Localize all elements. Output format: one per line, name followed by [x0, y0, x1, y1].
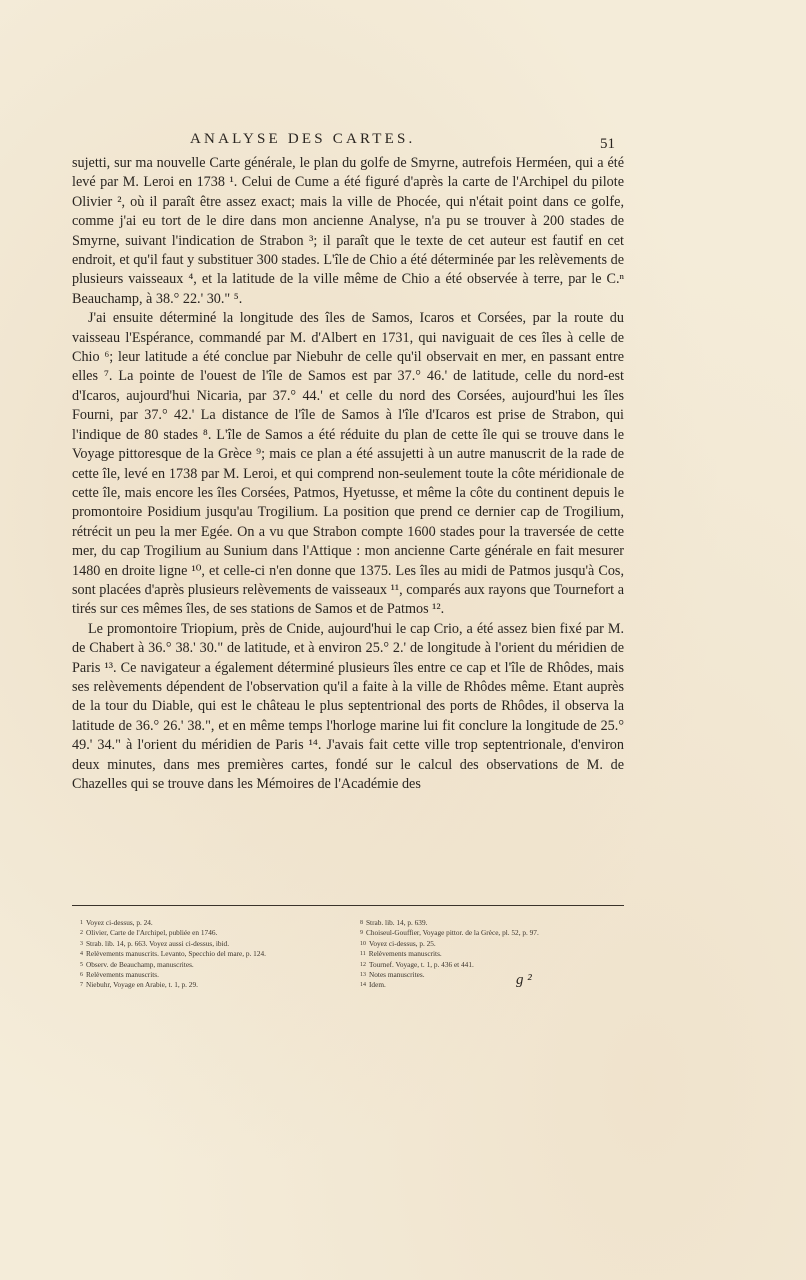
footnote-rule	[72, 905, 624, 906]
footnote: 3 Strab. lib. 14, p. 663. Voyez aussi ci-dessus, ibid.	[80, 938, 230, 948]
footnote: 12 Tournef. Voyage, t. 1, p. 436 et 441.	[360, 959, 474, 969]
footnote: 8 Strab. lib. 14, p. 639.	[360, 918, 428, 927]
footnotes-right	[360, 918, 624, 991]
main-text	[72, 154, 624, 794]
paragraph: Le promontoire Triopium, près de Cnide, aujourd'hui le cap Crio, a été assez bien fixé par M. de Chabert à 36.° 38.' 30." de latitude, et à environ 25.° 2.' de longitude à l'orient du méridien de Paris ¹³. Ce navigateur a également déterminé plusieurs îles entre ce cap et l'île de Rhôdes, mais ses relèvements dépendent de l'observation qu'il a faite à la ville de Rhôdes même. Etant auprès de la tour du Diable, qui est le château le plus septentrional des ports de Rhôdes, il observa la latitude de 36.° 26.' 38.", et en même temps l'horloge marine lui fit conclure la longitude de 25.° 49.' 34." à l'orient du méridien de Paris ¹⁴. J'avais fait cette ville trop septentrionale, d'environ deux minutes, dans mes premières cartes, fondé sur le calcul des observations de M. de Chazelles qui se trouve dans les Mémoires de l'Académie des	[72, 620, 624, 792]
page-number: 51	[600, 136, 615, 152]
footnote: 13 Notes manuscrites.	[360, 970, 425, 980]
footnote: 14 Idem.	[360, 980, 386, 990]
paragraph: sujetti, sur ma nouvelle Carte générale, le plan du golfe de Smyrne, autrefois Herméen, qui a été levé par M. Leroi en 1738 ¹. Celui de Cume a été figuré d'après la carte de l'Archipel du pilote Olivier ², où il paraît être assez exact; mais la ville de Phocée, qui n'était point dans ce golfe, comme j'ai eu tort de le dire dans mon ancienne Analyse, n'a pu se trouver à 200 stades de Smyrne, suivant l'indication de Strabon ³; il paraît que le texte de cet auteur est fautif en cet endroit, et qu'il faut y substituer 300 stades. L'île de Chio a été déterminée par les relèvements de plusieurs vaisseaux ⁴, et la latitude de la ville même de Chio a été observée à terre, par le C.ⁿ Beauchamp, à 38.° 22.' 30." ⁵.	[72, 155, 624, 307]
footnote: 9 Choiseul-Gouffier, Voyage pittor. de la Grèce, pl. 52, p. 97.	[360, 928, 539, 938]
footnote: 10 Voyez ci-dessus, p. 25.	[360, 938, 436, 948]
footnotes-left	[80, 918, 350, 991]
footnote: 7 Niebuhr, Voyage en Arabie, t. 1, p. 29.	[80, 980, 198, 990]
footnote: 11 Relèvements manuscrits.	[360, 949, 442, 959]
footnote: 4 Relèvements manuscrits. Levanto, Specchio del mare, p. 124.	[80, 949, 266, 959]
footnote: 5 Observ. de Beauchamp, manuscrites.	[80, 959, 194, 969]
footnote: 6 Relèvements manuscrits.	[80, 970, 159, 980]
running-title: ANALYSE DES CARTES.	[190, 131, 416, 147]
footnote: 1 Voyez ci-dessus, p. 24.	[80, 918, 153, 927]
signature-mark: g ²	[516, 972, 532, 988]
paragraph: J'ai ensuite déterminé la longitude des îles de Samos, Icaros et Corsées, par la route du vaisseau l'Espérance, commandé par M. d'Albert en 1731, qui naviguait de ces îles à celle de Chio ⁶; leur latitude a été conclue par Niebuhr de celle qu'il observait en mer, en passant entre elles ⁷. La pointe de l'ouest de l'île de Samos est par 37.° 46.' de latitude, celle du nord-est d'Icaros, aujourd'hui Nicaria, par 37.° 44.' et celle du nord des Corsées, aujourd'hui les îles Fourni, par 37.° 42.' La distance de l'île de Samos à l'île d'Icaros est prise de Strabon, qui l'indique de 80 stades ⁸. L'île de Samos a été réduite du plan de cette île qui se trouve dans le Voyage pittoresque de la Grèce ⁹; mais ce plan a été assujetti à un autre manuscrit de la rade de cette île, levé en 1738 par M. Leroi, et qui comprend non-seulement toute la côte méridionale de cette île, mais encore les îles Corsées, Patmos, Hyetusse, et même la côte du continent depuis le promontoire Posidium jusqu'au Trogilium. La position que prend ce dernier cap de Trogilium, rétrécit un peu la mer Egée. On a vu que Strabon compte 1600 stades pour la traversée de cette mer, du cap Trogilium au Sunium dans l'Attique : mon ancienne Carte générale en fait mesurer 1480 en droite ligne ¹⁰, et celle-ci n'en donne que 1375. Les îles au midi de Patmos jusqu'à Cos, sont placées d'après plusieurs relèvements de vaisseaux ¹¹, comparés aux rayons que Tournefort a tirés sur ces mêmes îles, de ses stations de Samos et de Patmos ¹².	[72, 310, 624, 618]
footnote: 2 Olivier, Carte de l'Archipel, publiée en 1746.	[80, 928, 218, 938]
